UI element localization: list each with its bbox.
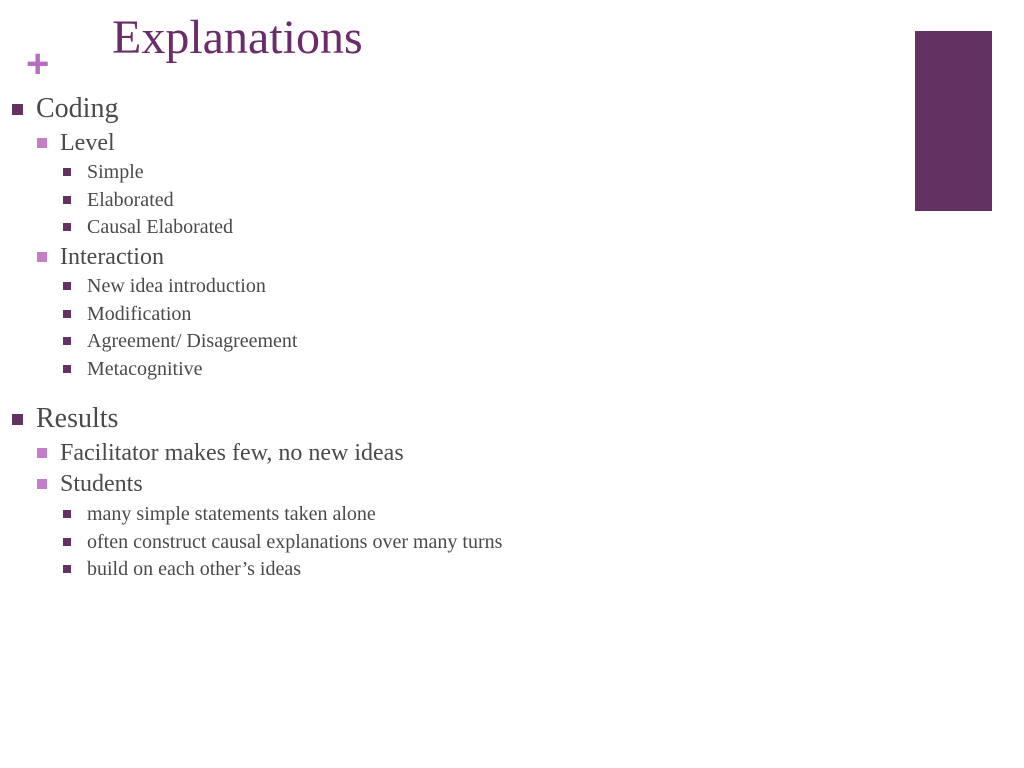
bullet-square-icon	[63, 310, 71, 318]
bullet-text: Coding	[36, 93, 119, 124]
bullet-square-icon	[63, 196, 71, 204]
bullet-text: Causal Elaborated	[87, 215, 234, 238]
bullet-square-icon	[63, 538, 71, 546]
bullet-students	[37, 469, 143, 499]
bullet-text: New idea introduction	[87, 274, 266, 297]
bullet-text: Facilitator makes few, no new ideas	[60, 439, 404, 466]
bullet-square-icon	[63, 337, 71, 345]
bullet-results	[12, 402, 118, 436]
bullet-text: many simple statements taken alone	[87, 502, 376, 525]
bullet-square-icon	[37, 479, 47, 489]
bullet-many-simple-statements	[63, 501, 376, 527]
bullet-causal-explanations	[63, 529, 502, 555]
bullet-square-icon	[63, 365, 71, 373]
bullet-text: Results	[36, 403, 119, 434]
bullet-facilitator	[37, 438, 404, 468]
bullet-square-icon	[37, 252, 47, 262]
bullet-text: Level	[60, 129, 115, 156]
bullet-text: build on each other’s ideas	[87, 557, 302, 580]
bullet-square-icon	[63, 282, 71, 290]
bullet-elaborated	[63, 187, 174, 213]
bullet-text: Elaborated	[87, 188, 174, 211]
bullet-square-icon	[37, 448, 47, 458]
bullet-simple	[63, 159, 144, 185]
bullet-new-idea-introduction	[63, 273, 266, 299]
bullet-metacognitive	[63, 356, 203, 382]
bullet-level	[37, 128, 115, 158]
bullet-text: Simple	[87, 160, 144, 183]
bullet-interaction	[37, 242, 164, 272]
bullet-causal-elaborated	[63, 214, 233, 240]
bullet-square-icon	[37, 138, 47, 148]
bullet-text: Modification	[87, 302, 192, 325]
bullet-agreement-disagreement	[63, 328, 297, 354]
bullet-text: Interaction	[60, 243, 164, 270]
bullet-build-on-ideas	[63, 556, 301, 582]
bullet-text: often construct causal explanations over many turns	[87, 530, 503, 553]
bullet-square-icon	[63, 223, 71, 231]
bullet-text: Metacognitive	[87, 357, 203, 380]
bullet-coding	[12, 92, 118, 126]
bullet-square-icon	[12, 104, 23, 115]
slide-title: Explanations	[112, 11, 363, 64]
bullet-square-icon	[63, 510, 71, 518]
bullet-text: Agreement/ Disagreement	[87, 329, 298, 352]
plus-icon: +	[26, 42, 50, 86]
accent-bar	[915, 31, 992, 211]
bullet-square-icon	[63, 168, 71, 176]
bullet-square-icon	[12, 414, 23, 425]
bullet-text: Students	[60, 470, 143, 497]
bullet-square-icon	[63, 565, 71, 573]
bullet-modification	[63, 301, 191, 327]
